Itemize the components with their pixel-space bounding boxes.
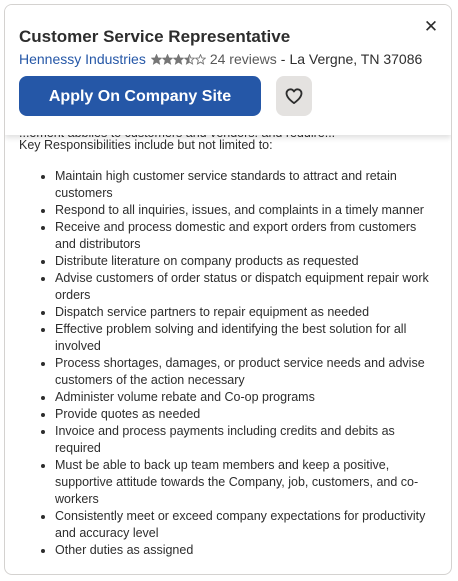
save-job-button[interactable] <box>276 76 312 116</box>
job-title: Customer Service Representative <box>19 27 291 46</box>
list-item: • Administer volume rebate and Co-op programs <box>55 389 437 406</box>
star-icon <box>173 54 184 65</box>
list-item: • Advise customers of order status or dispatch equipment repair work orders <box>55 270 437 304</box>
separator: - <box>280 51 286 67</box>
list-item: • Maintain high customer service standards to attract and retain customers <box>55 168 437 202</box>
apply-button[interactable]: Apply On Company Site <box>19 76 261 116</box>
list-item: • Process shortages, damages, or product service needs and advise customers of the action necessary <box>55 355 437 389</box>
company-meta <box>19 51 422 67</box>
list-item: • Invoice and process payments including credits and debits as required <box>55 423 437 457</box>
responsibilities-list <box>19 168 437 559</box>
list-item: • Effective problem solving and identifying the best solution for all involved <box>55 321 437 355</box>
star-icon <box>162 54 173 65</box>
review-count: 24 reviews <box>209 51 277 67</box>
list-item: • Receive and process domestic and export orders from customers and distributors <box>55 219 437 253</box>
heart-icon <box>284 86 304 106</box>
list-item: • Distribute literature on company products as requested <box>55 253 437 270</box>
list-item: • Provide quotes as needed <box>55 406 437 423</box>
list-item: • Dispatch service partners to repair equipment as needed <box>55 304 437 321</box>
star-icon <box>151 54 162 65</box>
job-details-card <box>4 4 452 575</box>
star-icon <box>195 54 206 65</box>
list-item: • Respond to all inquiries, issues, and complaints in a timely manner <box>55 202 437 219</box>
job-description <box>5 125 451 574</box>
responsibilities-intro: Key Responsibilities include but not limited to: <box>19 138 273 152</box>
company-link[interactable]: Hennessy Industries <box>19 51 146 67</box>
list-item: • Other duties as assigned <box>55 542 437 559</box>
list-item: • Consistently meet or exceed company expectations for productivity and accuracy level <box>55 508 437 542</box>
star-rating <box>151 54 206 65</box>
close-icon[interactable]: ✕ <box>423 17 439 36</box>
star-icon <box>184 54 195 65</box>
job-header <box>5 5 451 135</box>
job-location: La Vergne, TN 37086 <box>289 51 423 67</box>
list-item: • Must be able to back up team members and keep a positive, supportive attitude towards the Company, job, customers, and co-workers <box>55 457 437 508</box>
